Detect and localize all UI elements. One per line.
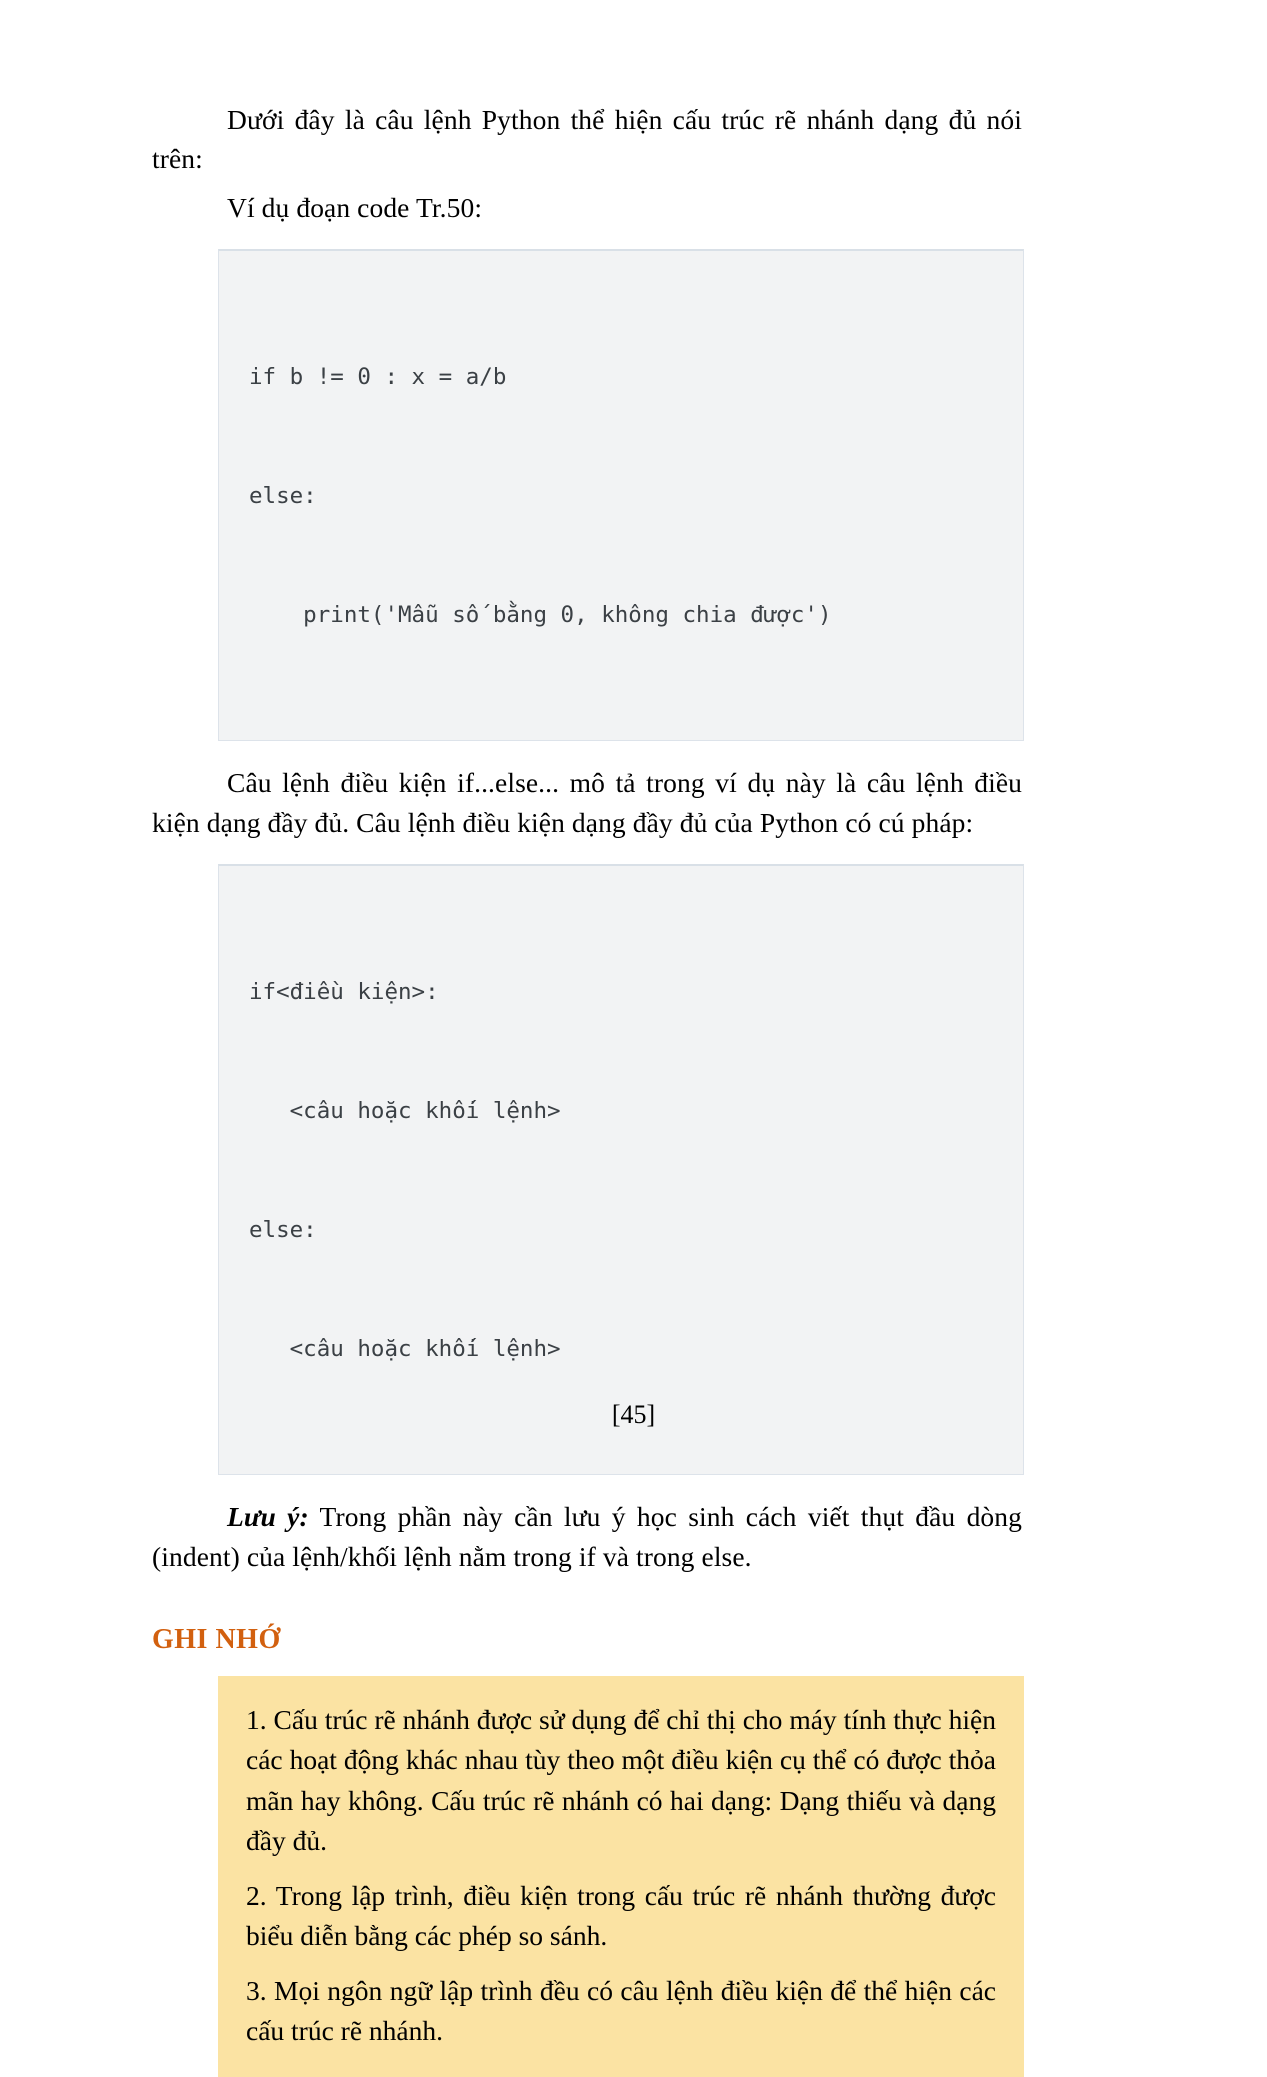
code-line: else:: [249, 1216, 317, 1243]
code-line: if<điều kiện>:: [249, 979, 439, 1006]
code-line: else:: [249, 482, 317, 509]
example-label-paragraph: Ví dụ đoạn code Tr.50:: [227, 191, 483, 223]
remember-item: 1. Cấu trúc rẽ nhánh được sử dụng để chỉ thị cho máy tính thực hiện các hoạt động khác nhau tùy theo một điều kiện cụ thể có được thỏa mãn hay không. Cấu trúc rẽ nhánh có hai dạng: Dạng thiếu và dạng đầy đủ.: [246, 1704, 996, 1857]
note-label: Lưu ý:: [227, 1501, 309, 1533]
remember-item: 3. Mọi ngôn ngữ lập trình đều có câu lệnh điều kiện để thể hiện các cấu trúc rẽ nhánh.: [246, 1974, 996, 2046]
remember-item: 2. Trong lập trình, điều kiện trong cấu trúc rẽ nhánh thường được biểu diễn bằng các phép so sánh.: [246, 1879, 996, 1952]
code-line: if b != 0 : x = a/b: [249, 364, 507, 391]
page-content: [152, 100, 1022, 2077]
code-line: <câu hoặc khối lệnh>: [249, 1098, 561, 1125]
code-line: <câu hoặc khối lệnh>: [249, 1335, 561, 1362]
note-paragraph: [152, 1497, 1022, 1576]
page-number: [45]: [611, 1400, 656, 1429]
intro-paragraph: Dưới đây là câu lệnh Python thể hiện cấu trúc rẽ nhánh dạng đủ nói trên:: [152, 104, 1022, 175]
remember-box: [218, 1676, 1024, 2077]
python-example-code-block: [218, 249, 1024, 742]
python-syntax-code-block: [218, 864, 1024, 1475]
spacer: [152, 741, 1022, 763]
remember-heading: GHI NHỚ: [152, 1624, 281, 1656]
spacer: [152, 1576, 1022, 1624]
spacer: [152, 1656, 1022, 1676]
spacer: [152, 1475, 1022, 1497]
spacer: [152, 179, 1022, 188]
explanation-paragraph: Câu lệnh điều kiện if...else... mô tả trong ví dụ này là câu lệnh điều kiện dạng đầy đủ. Câu lệnh điều kiện dạng đầy đủ của Python có cú pháp:: [152, 767, 1022, 838]
code-line: print('Mẫu số bằng 0, không chia được'): [249, 601, 832, 628]
note-body: Trong phần này cần lưu ý học sinh cách viết thụt đầu dòng (indent) của lệnh/khối lệnh nằm trong if và trong else.: [152, 1501, 1022, 1572]
